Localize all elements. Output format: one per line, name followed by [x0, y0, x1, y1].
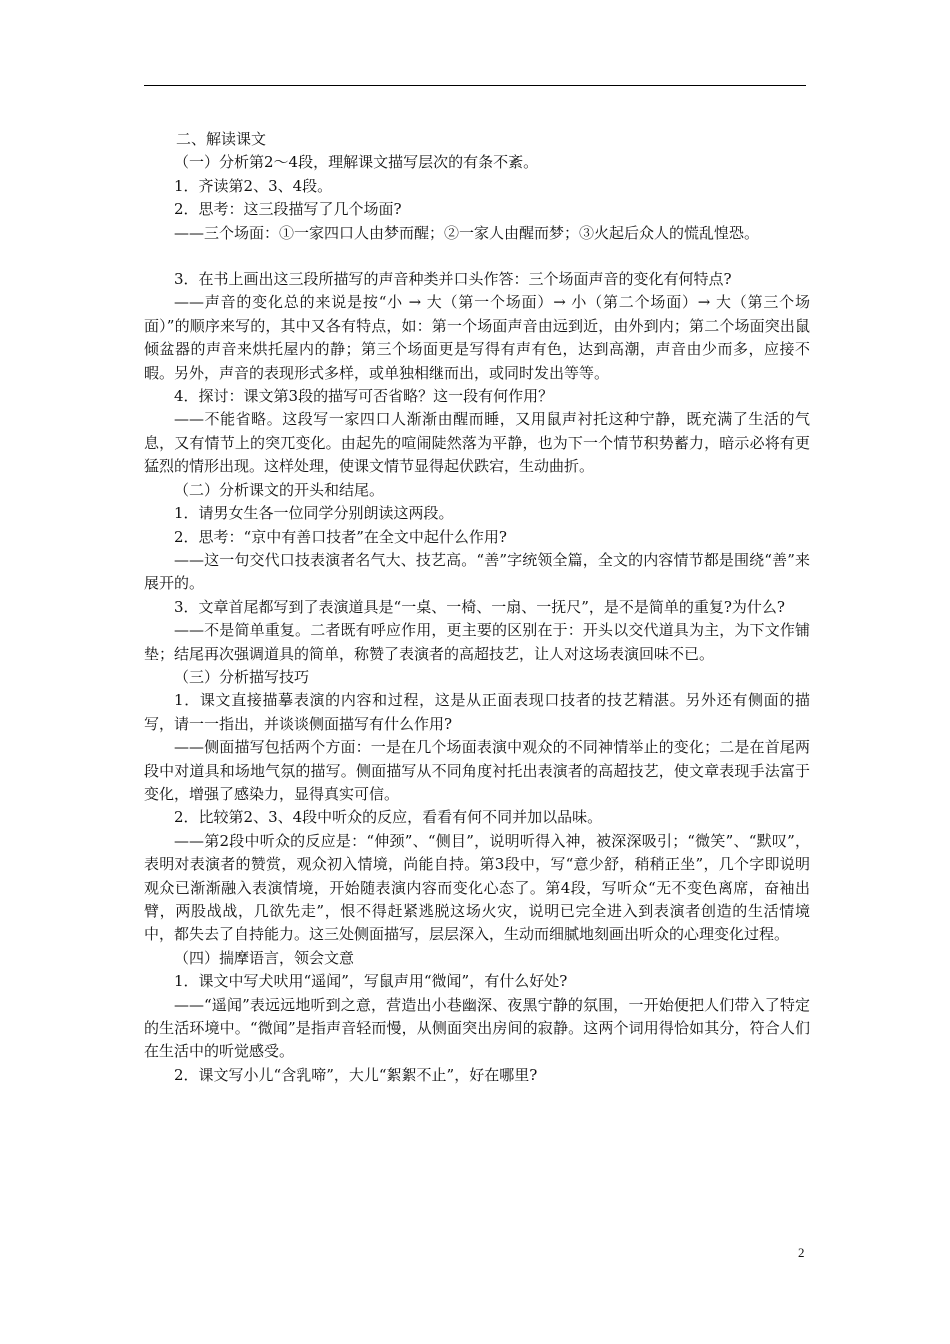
question: 3．文章首尾都写到了表演道具是“一桌、一椅、一扇、一抚尺”，是不是简单的重复?为什么?	[174, 597, 785, 616]
question: 1．请男女生各一位同学分别朗读这两段。	[174, 504, 454, 523]
answer: ——这一句交代口技表演者名气大、技艺高。“善”字统领全篇，全文的内容情节都是围绕“善”来展开的。	[144, 550, 810, 593]
answer: ——不能省略。这段写一家四口人渐渐由醒而睡，又用鼠声衬托这种宁静，既充满了生活的气息，又有情节上的突兀变化。由起先的喧闹陡然落为平静，也为下一个情节积势蓄力，暗示必将有更猛烈的情形出现。这样处理，使课文情节显得起伏跌宕，生动曲折。	[144, 410, 810, 476]
answer: ——不是简单重复。二者既有呼应作用，更主要的区别在于：开头以交代道具为主，为下文作铺垫；结尾再次强调道具的简单，称赞了表演者的高超技艺，让人对这场表演回味不已。	[144, 621, 810, 663]
answer: ——“遥闻”表远远地听到之意，营造出小巷幽深、夜黑宁静的氛围，一开始便把人们带入了特定的生活环境中。“微闻”是指声音轻而慢，从侧面突出房间的寂静。这两个词用得恰如其分，符合人们在生活中的听觉感受。	[144, 995, 810, 1061]
subsection-heading: （一）分析第2～4段，理解课文描写层次的有条不紊。	[174, 153, 539, 172]
document-body	[144, 128, 810, 1087]
question: 4．探讨：课文第3段的描写可否省略？这一段有何作用？	[174, 387, 554, 406]
section-heading: 二、解读课文	[176, 130, 267, 148]
subsection-heading: （四）揣摩语言，领会文意	[174, 948, 355, 967]
question: 1．齐读第2、3、4段。	[174, 176, 333, 195]
page-number: 2	[798, 1245, 805, 1260]
answer: ——第2段中听众的反应是：“伸颈”、“侧目”，说明听得入神，被深深吸引；“微笑”、“默叹”，表明对表演者的赞赏，观众初入情境，尚能自持。第3段中，写“意少舒，稍稍正坐”，几个字即说明观众已渐渐融入表演情境，开始随表演内容而变化心态了。第4段，写听众“无不变色离席，奋袖出臂，两股战战，几欲先走”，恨不得赶紧逃脱这场火灾，说明已完全进入到表演者创造的生活情境中，都失去了自持能力。这三处侧面描写，层层深入，生动而细腻地刻画出听众的心理变化过程。	[144, 831, 810, 944]
header-rule	[144, 85, 806, 86]
question: 3．在书上画出这三段所描写的声音种类并口头作答：三个场面声音的变化有何特点?	[174, 270, 732, 289]
question: 1．课文中写犬吠用“遥闻”，写鼠声用“微闻”，有什么好处?	[174, 972, 568, 991]
answer: ——三个场面：①一家四口人由梦而醒；②一家人由醒而梦；③火起后众人的慌乱惶恐。	[174, 223, 760, 242]
subsection-heading: （二）分析课文的开头和结尾。	[174, 480, 385, 499]
question: 2．思考：“京中有善口技者”在全文中起什么作用?	[174, 527, 507, 546]
subsection-heading: （三）分析描写技巧	[174, 667, 310, 686]
answer: ——侧面描写包括两个方面：一是在几个场面表演中观众的不同神情举止的变化；二是在首尾两段中对道具和场地气氛的描写。侧面描写从不同角度衬托出表演者的高超技艺，使文章表现手法富于变化，增强了感染力，显得真实可信。	[144, 738, 810, 803]
question: 2．课文写小儿“含乳啼”，大儿“絮絮不止”，好在哪里?	[174, 1065, 538, 1084]
answer: ——声音的变化总的来说是按“小 → 大（第一个场面）→ 小（第二个场面）→ 大（第三个场面）”的顺序来写的，其中又各有特点，如：第一个场面声音由远到近，由外到内；第二个场面突出鼠倾盆器的声音来烘托屋内的静；第三个场面更是写得有声有色，达到高潮，声音由少而多，应接不暇。另外，声音的表现形式多样，或单独相继而出，或同时发出等等。	[144, 293, 810, 382]
question: 2．思考：这三段描写了几个场面?	[174, 200, 402, 219]
question: 1．课文直接描摹表演的内容和过程，这是从正面表现口技者的技艺精湛。另外还有侧面的描写，请一一指出，并谈谈侧面描写有什么作用?	[144, 691, 810, 733]
question: 2．比较第2、3、4段中听众的反应，看看有何不同并加以品味。	[174, 808, 603, 827]
